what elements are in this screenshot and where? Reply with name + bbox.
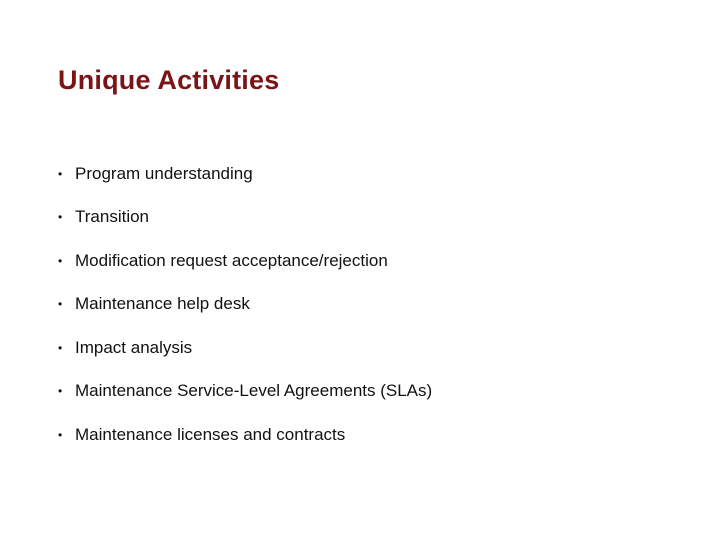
bullet-text: Modification request acceptance/rejection (75, 250, 388, 270)
bullet-text: Impact analysis (75, 337, 193, 357)
bullet-text: Maintenance licenses and contracts (75, 424, 346, 444)
bullet-item (58, 239, 432, 283)
slide-title: Unique Activities (58, 65, 280, 95)
bullet-item (58, 283, 432, 327)
bullet-text: Program understanding (75, 163, 253, 183)
bullet-text: Maintenance help desk (75, 294, 250, 314)
bullet-item (58, 326, 432, 370)
bullet-list (58, 152, 432, 457)
bullet-item (58, 413, 432, 457)
bullet-icon: • (58, 253, 63, 268)
bullet-icon: • (58, 166, 63, 181)
bullet-icon: • (58, 210, 63, 225)
bullet-item (58, 152, 432, 196)
bullet-icon: • (58, 384, 63, 399)
bullet-icon: • (58, 340, 63, 355)
bullet-text: Maintenance Service-Level Agreements (SLAs) (75, 381, 433, 401)
bullet-text: Transition (75, 207, 150, 227)
bullet-item (58, 370, 432, 414)
bullet-icon: • (58, 427, 63, 442)
bullet-item (58, 196, 432, 240)
bullet-icon: • (58, 297, 63, 312)
